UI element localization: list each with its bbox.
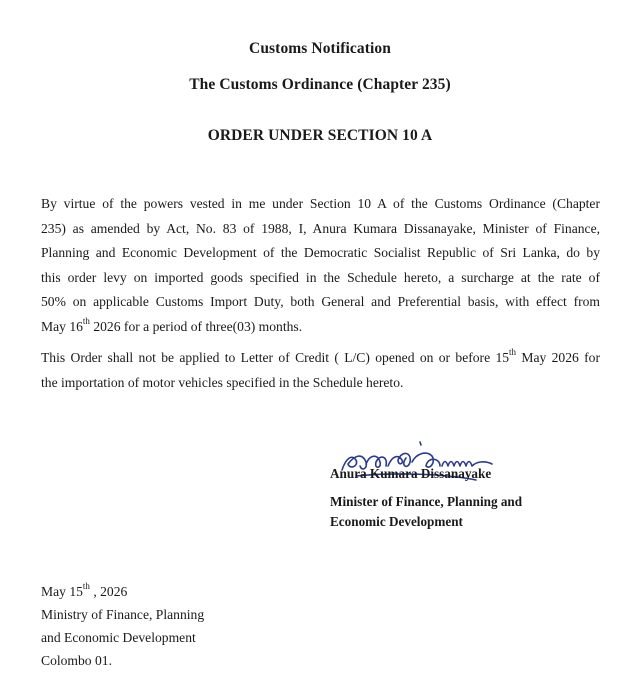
ordinance-subtitle: The Customs Ordinance (Chapter 235) <box>189 76 451 93</box>
paragraph-line: Planning and Economic Development of the Democratic Socialist Republic of Sri Lanka, do by <box>41 245 600 261</box>
issue-date <box>41 580 204 603</box>
period-text: 2026 for a period of three(03) months. <box>89 318 303 334</box>
paragraph-line: 50% on applicable Customs Import Duty, both General and Preferential basis, with effect from <box>41 294 600 310</box>
paragraph-line-effective-date <box>41 315 600 340</box>
notification-title: Customs Notification <box>249 40 391 57</box>
paragraph-line: the importation of motor vehicles specified in the Schedule hereto. <box>41 374 404 390</box>
ordinal-suffix: th <box>509 347 517 358</box>
office-line1: Ministry of Finance, Planning <box>41 607 205 622</box>
order-heading: ORDER UNDER SECTION 10 A <box>207 127 433 144</box>
issue-details <box>41 580 204 672</box>
office-city: Colombo 01. <box>41 653 112 668</box>
signatory-block <box>330 464 590 532</box>
signatory-title-line1: Minister of Finance, Planning and <box>330 494 523 509</box>
exemption-text-end: May 2026 for <box>516 350 601 365</box>
signatory-name: Anura Kumara Dissanayake <box>330 466 492 481</box>
signatory-title-line2: Economic Development <box>330 514 463 529</box>
paragraph-line: this order levy on imported goods specified in the Schedule hereto, a surcharge at the rate of <box>41 269 600 285</box>
date-text: May 16 <box>41 318 83 334</box>
paragraph-line: By virtue of the powers vested in me under Section 10 A of the Customs Ordinance (Chapter <box>41 196 600 211</box>
exemption-text: This Order shall not be applied to Letter of Credit ( L/C) opened on or before 15 <box>41 350 510 365</box>
paragraph-line: 235) as amended by Act, No. 83 of 1988, I, Anura Kumara Dissanayake, Minister of Finance, <box>41 220 600 236</box>
issue-date-year: , 2026 <box>89 584 128 599</box>
office-line2: and Economic Development <box>41 630 196 645</box>
paragraph-exemption <box>41 346 600 395</box>
issue-date-day: May 15 <box>41 584 83 599</box>
paragraph-levy <box>41 192 600 340</box>
ordinal-suffix: th <box>82 316 90 327</box>
paragraph-line <box>41 346 600 371</box>
ordinal-suffix: th <box>82 581 90 592</box>
